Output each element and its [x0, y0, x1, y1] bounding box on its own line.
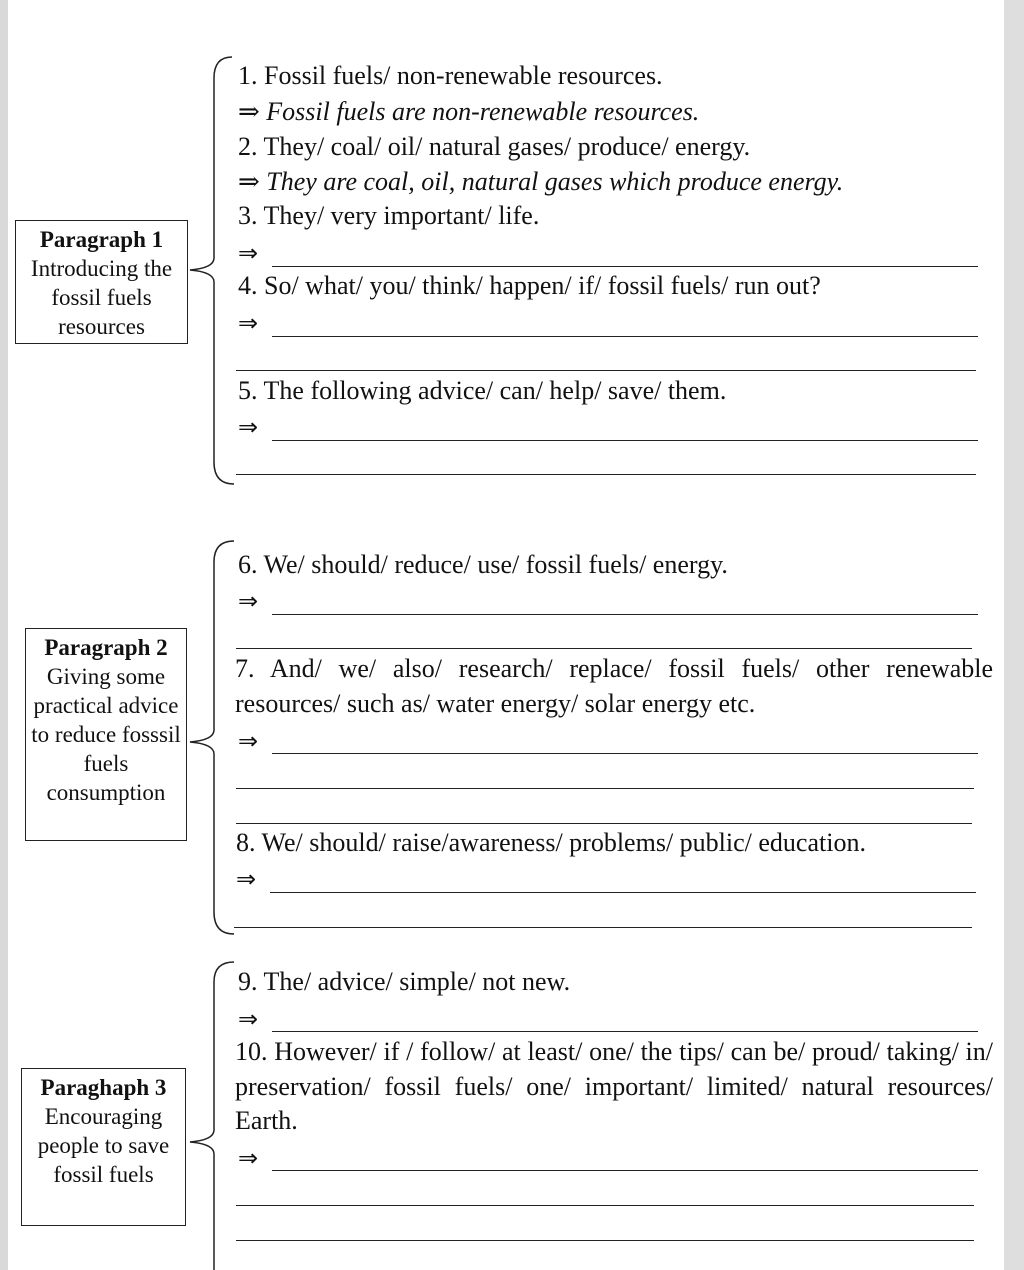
item-10-answer-line-2[interactable]: [236, 1205, 974, 1206]
brace-paragraph-2: [190, 541, 234, 934]
item-10-answer-line-3[interactable]: [236, 1240, 974, 1241]
item-3-arrow: ⇒: [238, 239, 259, 267]
item-9-arrow: ⇒: [238, 1005, 259, 1033]
item-8-answer-line[interactable]: [270, 892, 976, 893]
item-6-prompt: 6. We/ should/ reduce/ use/ fossil fuels/ energy.: [238, 550, 728, 579]
item-7-answer-line-2[interactable]: [236, 788, 974, 789]
item-4-arrow: ⇒: [238, 309, 259, 337]
item-4-answer-line-2[interactable]: [236, 370, 976, 371]
item-7-answer-line[interactable]: [272, 753, 978, 754]
paragraph-3-title: Paraghaph 3: [40, 1075, 167, 1100]
item-2-prompt: 2. They/ coal/ oil/ natural gases/ produce/ energy.: [238, 132, 751, 161]
item-1-prompt: 1. Fossil fuels/ non-renewable resources.: [238, 61, 663, 90]
item-8-arrow: ⇒: [236, 865, 257, 893]
brace-paragraph-1: [190, 57, 234, 484]
item-3-answer-line[interactable]: [272, 266, 978, 267]
item-5-answer-line[interactable]: [272, 440, 978, 441]
item-7-answer-line-3[interactable]: [236, 823, 972, 824]
item-7-prompt: 7. And/ we/ also/ research/ replace/ fossil fuels/ other renewable resources/ such as/ water energy/ solar energy etc.: [235, 654, 993, 718]
item-5-answer-line-2[interactable]: [236, 474, 976, 475]
paragraph-1-title: Paragraph 1: [39, 227, 164, 252]
brace-paragraph-3: [190, 962, 234, 1270]
paragraph-2-label: [25, 628, 187, 841]
item-3-prompt: 3. They/ very important/ life.: [238, 201, 540, 230]
paragraph-1-description: Introducing the fossil fuels resources: [30, 256, 173, 339]
item-6-arrow: ⇒: [238, 587, 259, 615]
paragraph-3-label: [21, 1068, 186, 1226]
paragraph-2-description: Giving some practical advice to reduce fosssil fuels consumption: [31, 664, 181, 805]
item-2-example-answer: ⇒ They are coal, oil, natural gases which produce energy.: [238, 167, 844, 196]
item-10-prompt: 10. However/ if / follow/ at least/ one/ the tips/ can be/ proud/ taking/ in/ preservation/ fossil fuels/ one/ important/ limited/ natural resources/ Earth.: [235, 1037, 993, 1135]
item-5-arrow: ⇒: [238, 413, 259, 441]
item-4-answer-line[interactable]: [272, 336, 978, 337]
item-6-answer-line-2[interactable]: [236, 648, 972, 649]
item-6-answer-line[interactable]: [272, 614, 978, 615]
item-8-prompt: 8. We/ should/ raise/awareness/ problems/ public/ education.: [236, 828, 866, 857]
item-1-example-answer: ⇒ Fossil fuels are non-renewable resources.: [238, 97, 700, 126]
paragraph-3-description: Encouraging people to save fossil fuels: [37, 1104, 170, 1187]
paragraph-2-title: Paragraph 2: [44, 635, 168, 660]
item-5-prompt: 5. The following advice/ can/ help/ save/ them.: [238, 376, 727, 405]
item-8-answer-line-2[interactable]: [234, 927, 972, 928]
item-7-arrow: ⇒: [238, 727, 259, 755]
item-9-prompt: 9. The/ advice/ simple/ not new.: [238, 967, 571, 996]
item-9-answer-line[interactable]: [272, 1031, 978, 1032]
item-10-answer-line[interactable]: [272, 1170, 978, 1171]
item-10-arrow: ⇒: [238, 1144, 259, 1172]
item-4-prompt: 4. So/ what/ you/ think/ happen/ if/ fossil fuels/ run out?: [238, 271, 821, 300]
paragraph-1-label: [15, 220, 188, 344]
